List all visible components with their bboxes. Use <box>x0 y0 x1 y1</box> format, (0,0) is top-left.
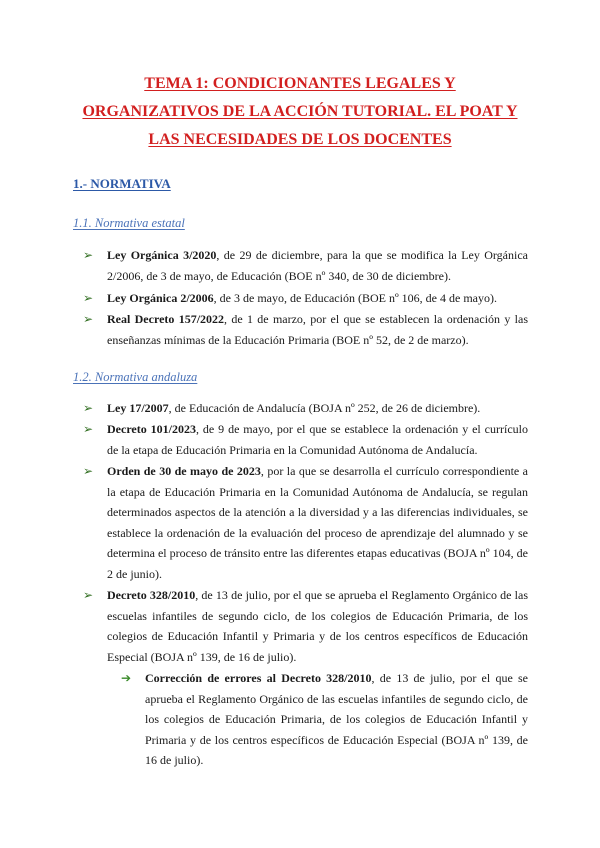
arrowhead-bullet-icon: ➢ <box>83 291 94 305</box>
arrow-right-icon: ➔ <box>121 671 132 685</box>
law-title: Ley Orgánica 2/2006 <box>107 291 214 305</box>
list-item <box>83 419 528 460</box>
subsection-heading-andaluza: 1.2. Normativa andaluza <box>73 370 198 384</box>
law-description: , de 3 de mayo, de Educación (BOE nº 106, de 4 de mayo). <box>213 291 497 305</box>
arrowhead-bullet-icon: ➢ <box>83 401 94 415</box>
law-title: Corrección de errores al Decreto 328/2010 <box>145 671 372 685</box>
law-description: , por la que se desarrolla el currículo correspondiente a la etapa de Educación Primaria en la Comunidad Autónoma de Andalucía, se regulan determinados aspectos de la atención a la diversidad y a las diferencias individuales, se establece la ordenación de la evaluación del proceso de aprendizaje del alumnado y se determina el proceso de tránsito entre las diferentes etapas educativas (BOJA nº 104, de 2 de junio). <box>107 464 528 581</box>
law-description: , de 13 de julio, por el que se aprueba el Reglamento Orgánico de las escuelas infantiles de segundo ciclo, de los colegios de Educación Primaria, de los colegios de Educación Infantil y Primaria y de los centros específicos de Educación Especial (BOJA nº 139, de 16 de julio). <box>145 671 529 767</box>
law-description: , de 13 de julio, por el que se aprueba el Reglamento Orgánico de las escuelas infantiles de segundo ciclo, de los colegios de Educación Primaria, de los colegios de Educación Infantil y Primaria y de los centros específicos de Educación Especial (BOJA nº 139, de 16 de julio). <box>107 588 528 664</box>
list-item <box>83 585 528 667</box>
arrowhead-bullet-icon: ➢ <box>83 588 94 602</box>
arrowhead-bullet-icon: ➢ <box>83 464 94 478</box>
document-title <box>60 70 540 154</box>
list-item <box>83 245 528 286</box>
title-line-1: TEMA 1: CONDICIONANTES LEGALES Y <box>144 75 456 92</box>
law-description: , de 29 de diciembre, para la que se modifica la Ley Orgánica 2/2006, de 3 de mayo, de Educación (BOE nº 340, de 30 de diciembre). <box>107 248 528 283</box>
law-title: Ley Orgánica 3/2020 <box>107 248 217 262</box>
law-title: Decreto 328/2010 <box>107 588 196 602</box>
list-item <box>83 398 528 419</box>
law-title: Real Decreto 157/2022 <box>107 312 225 326</box>
law-title: Decreto 101/2023 <box>107 422 196 436</box>
law-title: Ley 17/2007 <box>107 401 169 415</box>
arrowhead-bullet-icon: ➢ <box>83 248 94 262</box>
section-heading-normativa: 1.- NORMATIVA <box>73 176 171 191</box>
sub-list-item <box>121 668 529 771</box>
law-description: , de 1 de marzo, por el que se establecen la ordenación y las enseñanzas mínimas de la Educación Primaria (BOE nº 52, de 2 de marzo). <box>107 312 528 347</box>
subsection-heading-estatal: 1.1. Normativa estatal <box>73 216 185 230</box>
arrowhead-bullet-icon: ➢ <box>83 422 94 436</box>
list-item <box>83 288 528 309</box>
law-description: , de Educación de Andalucía (BOJA nº 252, de 26 de diciembre). <box>168 401 481 415</box>
law-description: , de 9 de mayo, por el que se establece la ordenación y el currículo de la etapa de Educación Primaria en la Comunidad Autónoma de Andalucía. <box>107 422 528 457</box>
list-item <box>83 309 528 350</box>
title-line-3: LAS NECESIDADES DE LOS DOCENTES <box>148 131 452 148</box>
arrowhead-bullet-icon: ➢ <box>83 312 94 326</box>
list-item <box>83 461 528 584</box>
title-line-2: ORGANIZATIVOS DE LA ACCIÓN TUTORIAL. EL POAT Y <box>82 103 518 120</box>
law-title: Orden de 30 de mayo de 2023 <box>107 464 261 478</box>
